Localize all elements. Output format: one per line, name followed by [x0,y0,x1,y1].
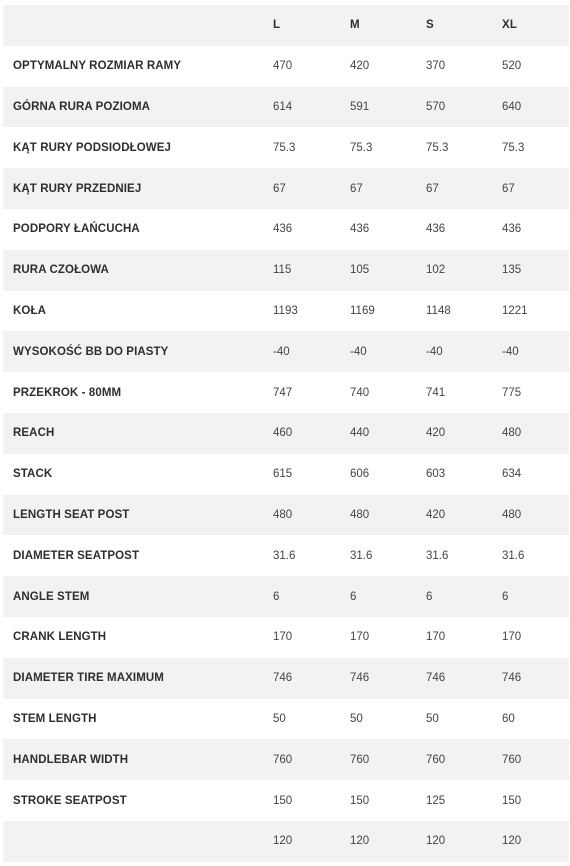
row-label: PRZEKROK - 80MM [13,386,122,399]
cell-value: 75.3 [273,141,296,154]
row-label: REACH [13,427,55,440]
table-row [3,617,569,658]
cell-value: 6 [426,590,433,603]
table-row [3,331,569,372]
cell-value: 746 [350,672,370,685]
table-row [3,127,569,168]
cell-value: 760 [502,753,522,766]
cell-value: 50 [426,712,439,725]
row-label: OPTYMALNY ROZMIAR RAMY [13,60,182,73]
row-label: PODPORY ŁAŃCUCHA [13,223,140,236]
cell-value: 75.3 [502,141,525,154]
cell-value: 170 [350,631,370,644]
cell-value: 31.6 [350,549,373,562]
cell-value: 470 [273,60,293,73]
row-label: STEM LENGTH [13,712,97,725]
cell-value: 170 [273,631,293,644]
cell-value: 760 [273,753,293,766]
cell-value: 760 [350,753,370,766]
cell-value: 120 [350,835,370,848]
table-header-row [3,5,569,46]
header-cell-size-xl: XL [502,19,518,32]
cell-value: 570 [426,100,446,113]
table-row [3,168,569,209]
cell-value: 120 [273,835,293,848]
cell-value: 436 [273,223,293,236]
cell-value: -40 [273,345,290,358]
cell-value: 746 [426,672,446,685]
header-cell-size-l: L [273,19,281,32]
table-row [3,739,569,780]
cell-value: 480 [502,427,522,440]
cell-value: -40 [426,345,443,358]
cell-value: 420 [350,60,370,73]
cell-value: 634 [502,468,522,481]
cell-value: 120 [426,835,446,848]
table-row [3,250,569,291]
table-row [3,372,569,413]
cell-value: 150 [273,794,293,807]
table-row [3,535,569,576]
table-row [3,780,569,821]
table-row [3,46,569,87]
cell-value: 31.6 [502,549,525,562]
row-label [3,821,263,862]
row-label: STACK [13,468,53,481]
cell-value: 67 [350,182,363,195]
row-label: GÓRNA RURA POZIOMA [13,100,151,113]
cell-value: 460 [273,427,293,440]
cell-value: 1221 [502,304,528,317]
row-label: ANGLE STEM [13,590,90,603]
header-cell-label [3,5,263,46]
row-label: CRANK LENGTH [13,631,107,644]
cell-value: 436 [426,223,446,236]
cell-value: 120 [502,835,522,848]
cell-value: 150 [350,794,370,807]
row-label: STROKE SEATPOST [13,794,127,807]
cell-value: 591 [350,100,370,113]
cell-value: 31.6 [426,549,449,562]
geometry-table-container [3,0,569,862]
geometry-table [3,5,569,862]
cell-value: 436 [350,223,370,236]
cell-value: 67 [502,182,515,195]
table-row [3,699,569,740]
row-label: LENGTH SEAT POST [13,508,130,521]
cell-value: 480 [273,508,293,521]
cell-value: 6 [502,590,509,603]
cell-value: 760 [426,753,446,766]
row-label: KĄT RURY PODSIODŁOWEJ [13,141,172,154]
cell-value: 746 [502,672,522,685]
cell-value: 67 [426,182,439,195]
cell-value: 75.3 [426,141,449,154]
cell-value: 6 [350,590,357,603]
table-row [3,454,569,495]
cell-value: 150 [502,794,522,807]
cell-value: 50 [350,712,363,725]
row-label: KĄT RURY PRZEDNIEJ [13,182,142,195]
cell-value: 420 [426,427,446,440]
row-label: RURA CZOŁOWA [13,264,109,277]
cell-value: 125 [426,794,446,807]
row-label: KOŁA [13,304,46,317]
cell-value: 1193 [273,304,298,317]
cell-value: 746 [273,672,293,685]
cell-value: 740 [350,386,370,399]
row-label: HANDLEBAR WIDTH [13,753,129,766]
cell-value: 1148 [426,304,451,317]
table-row [3,413,569,454]
row-label: DIAMETER TIRE MAXIMUM [13,672,164,685]
cell-value: 170 [502,631,522,644]
cell-value: 67 [273,182,286,195]
cell-value: 520 [502,60,522,73]
table-row [3,576,569,617]
cell-value: 170 [426,631,446,644]
cell-value: 31.6 [273,549,296,562]
cell-value: 603 [426,468,446,481]
row-label: DIAMETER SEATPOST [13,549,140,562]
cell-value: 606 [350,468,370,481]
table-row [3,821,569,862]
header-cell-size-m: M [350,19,360,32]
cell-value: 480 [350,508,370,521]
cell-value: 1169 [350,304,375,317]
cell-value: 105 [350,264,370,277]
cell-value: 75.3 [350,141,373,154]
table-row [3,658,569,699]
cell-value: 747 [273,386,293,399]
cell-value: 480 [502,508,522,521]
cell-value: 420 [426,508,446,521]
table-row [3,495,569,536]
cell-value: 102 [426,264,446,277]
header-cell-size-s: S [426,19,434,32]
cell-value: 741 [426,386,446,399]
cell-value: 60 [502,712,515,725]
cell-value: 640 [502,100,522,113]
cell-value: 440 [350,427,370,440]
cell-value: -40 [350,345,367,358]
cell-value: 614 [273,100,293,113]
cell-value: 775 [502,386,522,399]
cell-value: 135 [502,264,522,277]
table-body [3,46,569,862]
table-row [3,291,569,332]
cell-value: 115 [273,264,292,277]
cell-value: -40 [502,345,519,358]
table-row [3,209,569,250]
cell-value: 370 [426,60,446,73]
row-label: WYSOKOŚĆ BB DO PIASTY [13,345,169,358]
cell-value: 6 [273,590,280,603]
cell-value: 436 [502,223,522,236]
table-row [3,87,569,128]
cell-value: 615 [273,468,293,481]
cell-value: 50 [273,712,286,725]
